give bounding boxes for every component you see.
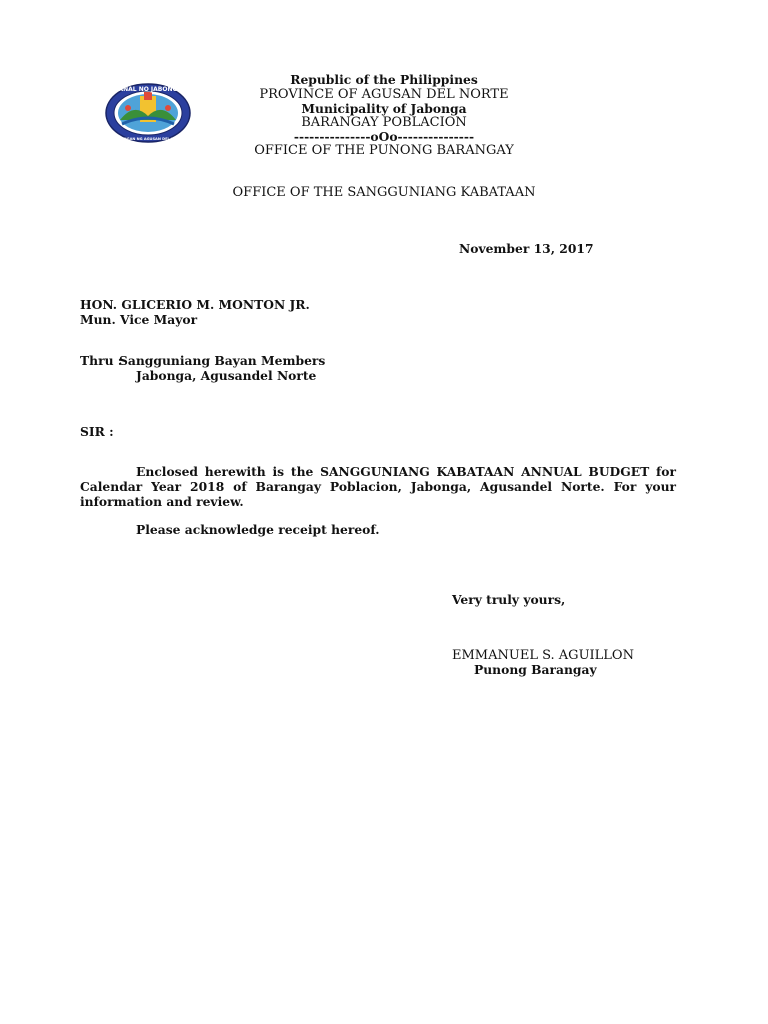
recipient-title: Mun. Vice Mayor xyxy=(80,312,198,327)
letter-date: November 13, 2017 xyxy=(459,241,594,256)
signatory-title: Punong Barangay xyxy=(474,662,597,677)
municipality-line: Municipality of Jabonga xyxy=(301,101,467,116)
recipient-name: HON. GLICERIO M. MONTON JR. xyxy=(80,297,310,312)
closing: Very truly yours, xyxy=(452,592,566,607)
svg-text:BANAL NO JABONGA: BANAL NO JABONGA xyxy=(113,86,183,93)
svg-text:LALAWIGAN NG AGUSAN DEL NORTE: LALAWIGAN NG AGUSAN DEL NORTE xyxy=(111,137,185,141)
salutation: SIR : xyxy=(80,424,114,439)
letterhead-divider: ---------------oOo--------------- xyxy=(293,129,475,144)
barangay-line: BARANGAY POBLACION xyxy=(301,115,467,130)
thru-line-2: Jabonga, Agusandel Norte xyxy=(136,368,317,383)
signatory-name: EMMANUEL S. AGUILLON xyxy=(452,648,634,663)
body-paragraph-1: Enclosed herewith is the SANGGUNIANG KABATAAN ANNUAL BUDGET for Calendar Year 2018 of Barangay Poblacion, Jabonga, Agusandel Norte. For your information and review. xyxy=(80,464,676,509)
office-of-punong-barangay: OFFICE OF THE PUNONG BARANGAY xyxy=(254,143,514,158)
province-line: PROVINCE OF AGUSAN DEL NORTE xyxy=(259,87,509,102)
office-subheading: OFFICE OF THE SANGGUNIANG KABATAAN xyxy=(232,185,536,200)
thru-line-1: Sangguniang Bayan Members xyxy=(119,353,326,368)
republic-line: Republic of the Philippines xyxy=(290,72,478,87)
body-paragraph-2: Please acknowledge receipt hereof. xyxy=(136,522,380,537)
thru-label: Thru : xyxy=(80,353,123,368)
